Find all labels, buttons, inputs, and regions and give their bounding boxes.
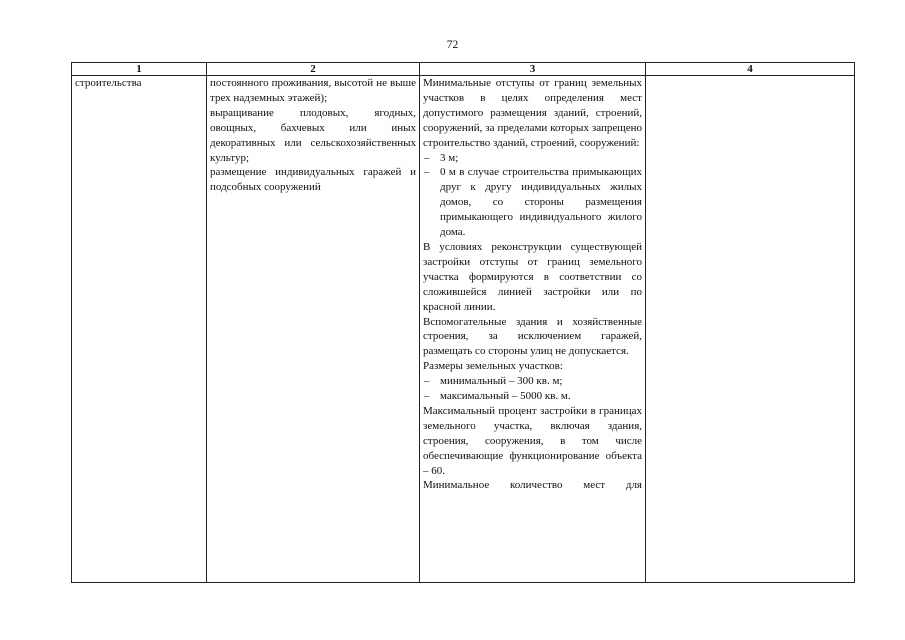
plot-sizes-heading: Размеры земельных участков:	[423, 360, 563, 373]
plot-sizes-list	[423, 374, 642, 404]
header-col-2: 2	[207, 63, 420, 76]
list-item: – максимальный – 5000 кв. м.	[423, 389, 642, 404]
permitted-use-line-1: постоянного проживания, высотой не выше трех надземных этажей);	[210, 77, 416, 104]
table-row	[72, 76, 855, 583]
setback-list	[423, 151, 642, 240]
reconstruction-paragraph: В условиях реконструкции существующей застройки отступы от границ земельного участка формируются в соответствии со сложившейся линией застройки или по красной линии.	[423, 240, 642, 313]
building-percentage-paragraph: Максимальный процент застройки в границах земельного участка, включая здания, строения, сооружения, в том числе обеспечивающие функционирование объекта – 60.	[423, 404, 642, 477]
auxiliary-buildings-paragraph: Вспомогательные здания и хозяйственные строения, за исключением гаражей, размещать со стороны улиц не допускается.	[423, 315, 642, 358]
header-col-3: 3	[420, 63, 646, 76]
page-number: 72	[446, 39, 459, 51]
permitted-use-line-2: выращивание плодовых, ягодных, овощных, бахчевых или иных декоративных или сельскохозяйственных культур;	[210, 106, 416, 164]
setback-paragraph: Минимальные отступы от границ земельных участков в целях определения мест допустимого размещения зданий, строений, сооружений, за пределами которых запрещено строительство зданий, строений, сооружений:	[423, 77, 642, 149]
list-item: – минимальный – 300 кв. м;	[423, 374, 642, 389]
header-col-1: 1	[72, 63, 207, 76]
regulations-table	[71, 62, 855, 583]
header-col-4: 4	[646, 63, 855, 76]
cell-col-4	[646, 76, 855, 583]
cell-col-3	[420, 76, 646, 583]
cell-col-1	[72, 76, 207, 583]
zone-type-text: строительства	[75, 77, 142, 89]
parking-paragraph: Минимальное количество мест для	[423, 479, 642, 492]
list-item: – 0 м в случае строительства примыкающих друг к другу индивидуальных жилых домов, со стороны размещения примыкающего индивидуального жилого дома.	[423, 165, 642, 240]
list-item: – 3 м;	[423, 151, 642, 166]
permitted-use-line-3: размещение индивидуальных гаражей и подсобных сооружений	[210, 166, 416, 194]
cell-col-2	[207, 76, 420, 583]
table-header-row	[72, 63, 855, 76]
